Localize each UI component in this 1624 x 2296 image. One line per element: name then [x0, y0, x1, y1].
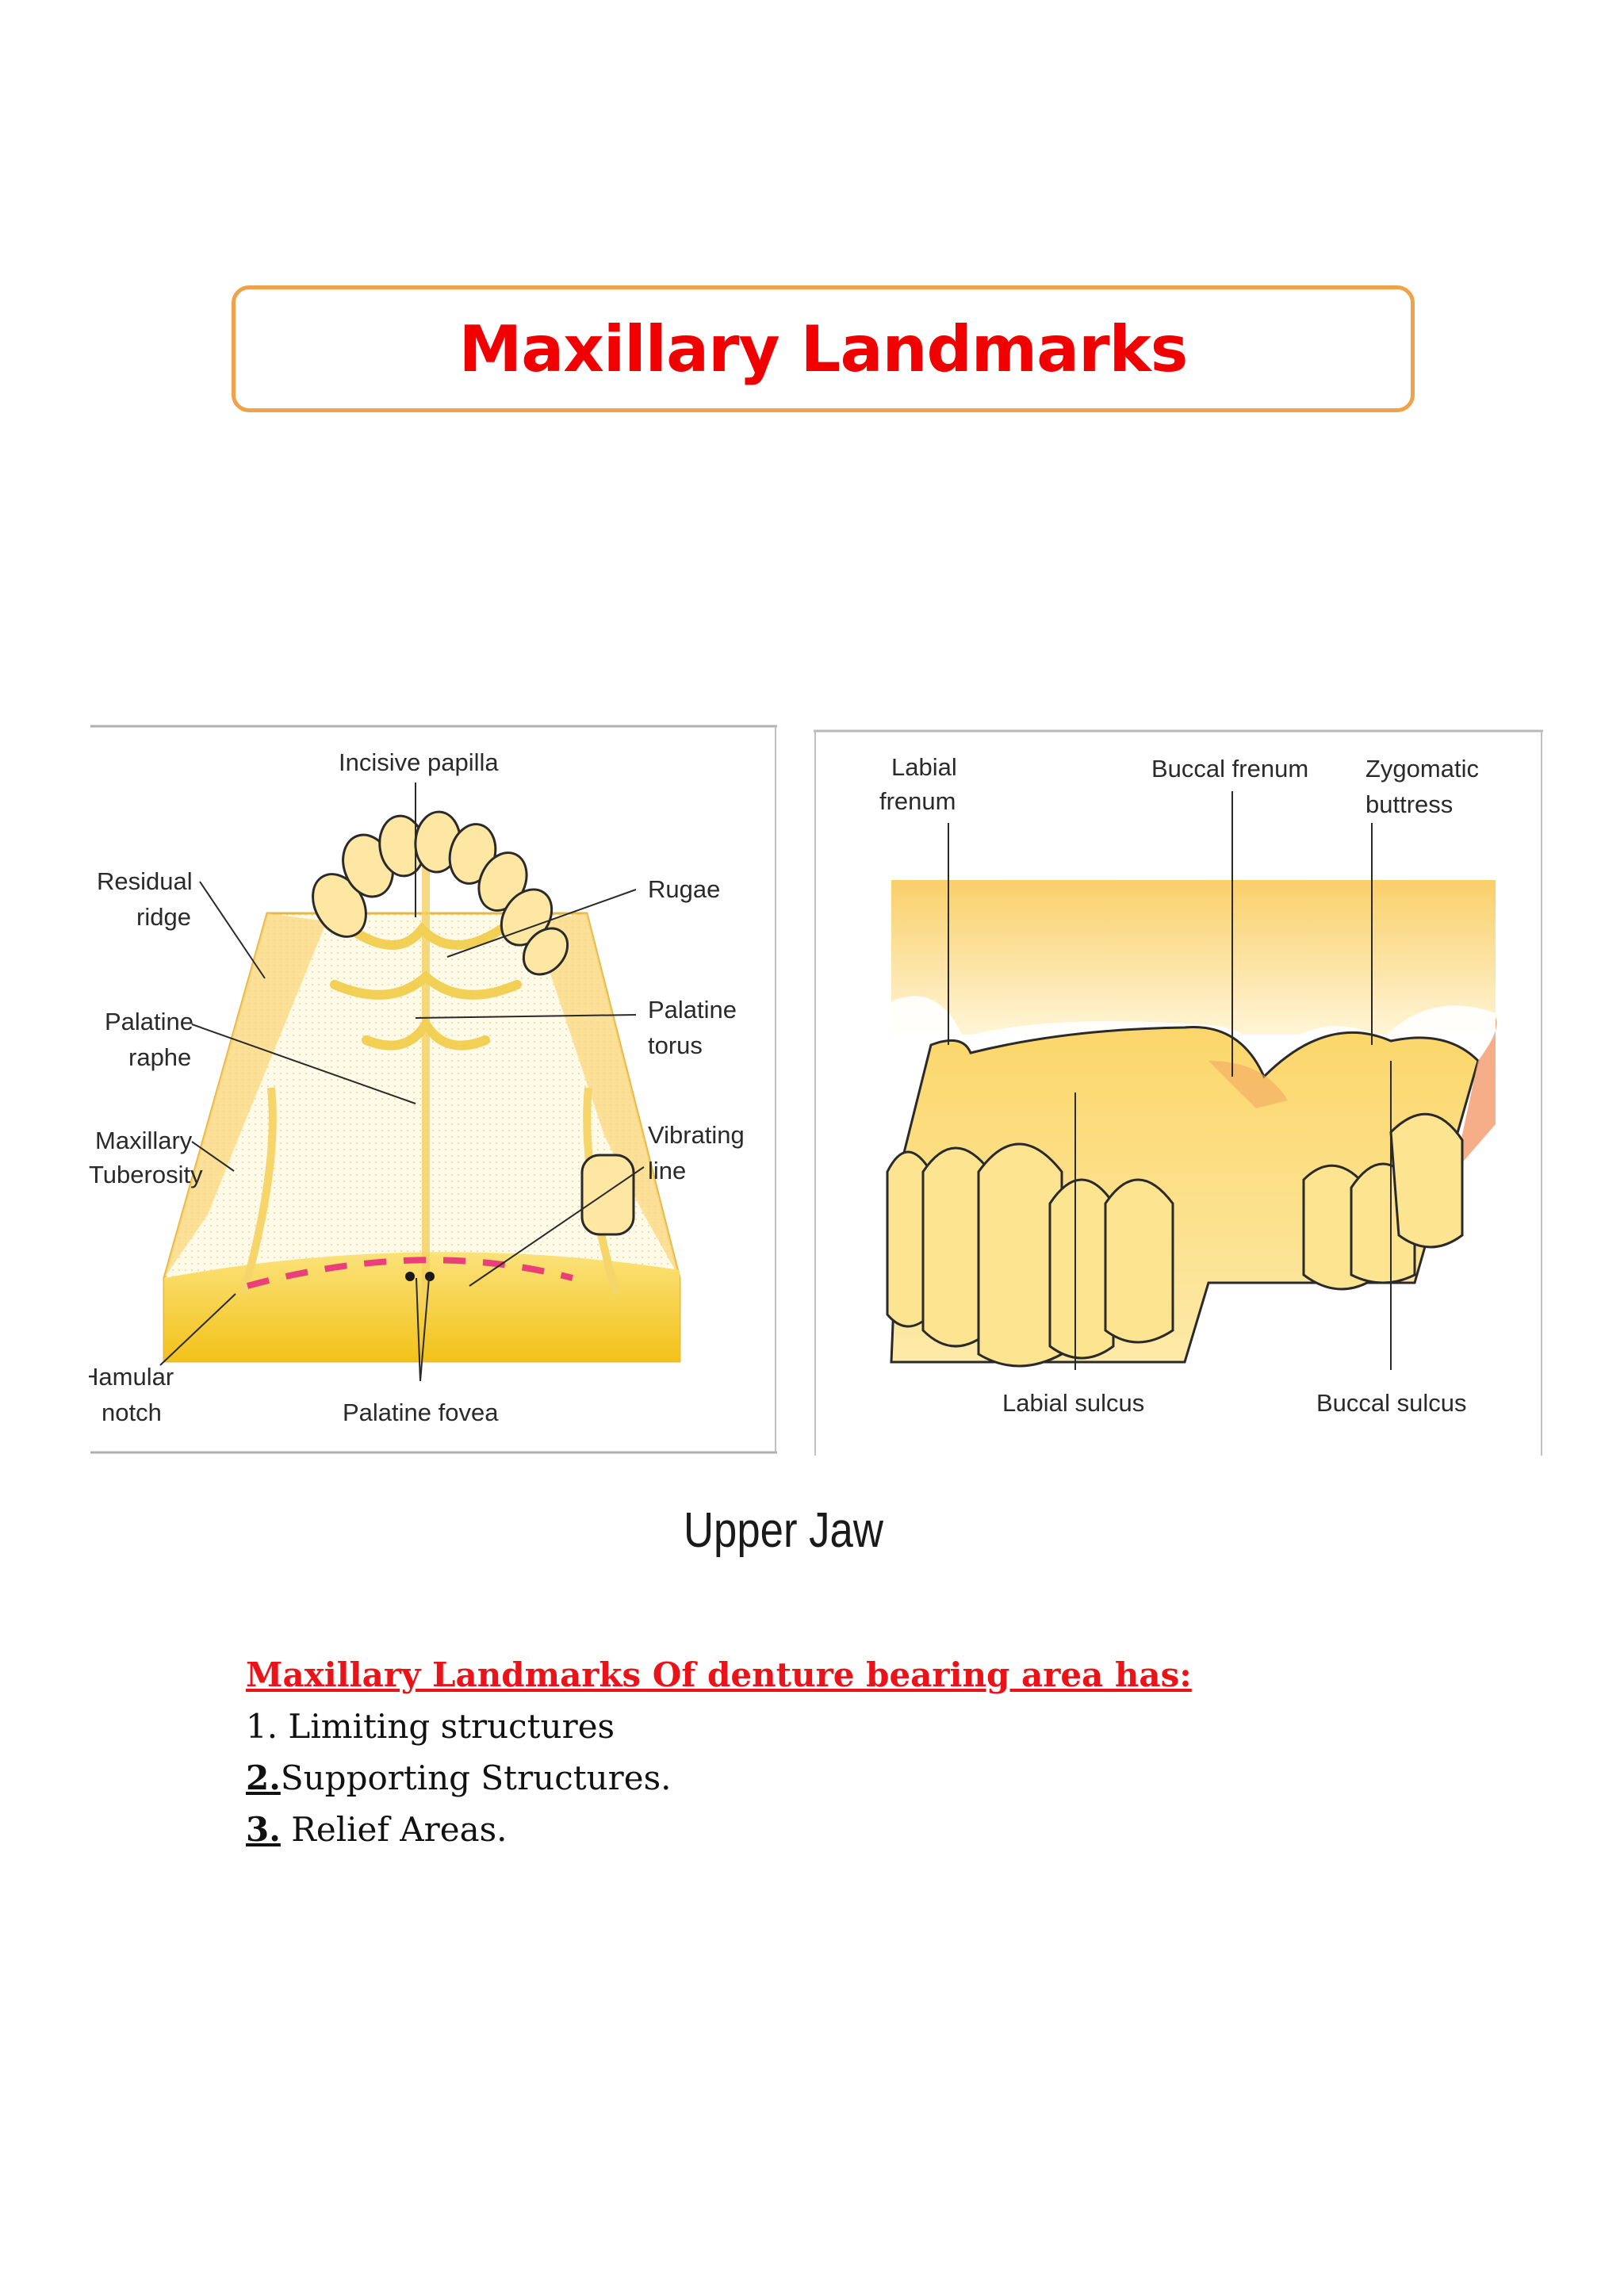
- label-palatine-raphe-2: raphe: [128, 1043, 192, 1071]
- maxilla-palatal-illustration: [89, 723, 779, 1456]
- label-vibrating-line-2: line: [648, 1157, 687, 1184]
- label-maxillary-tuberosity-1: Maxillary: [95, 1127, 193, 1154]
- label-hamular-notch-2: notch: [102, 1399, 162, 1426]
- label-palatine-fovea: Palatine fovea: [343, 1399, 499, 1426]
- list-item: 3. Relief Areas.: [246, 1810, 508, 1849]
- label-rugae: Rugae: [648, 875, 721, 903]
- label-palatine-raphe-1: Palatine: [105, 1008, 194, 1035]
- maxilla-buccal-illustration: [812, 728, 1545, 1457]
- label-labial-sulcus: Labial sulcus: [1002, 1389, 1145, 1417]
- label-incisive-papilla: Incisive papilla: [339, 748, 499, 776]
- label-zygomatic-buttress-2: buttress: [1365, 790, 1454, 818]
- label-buccal-sulcus: Buccal sulcus: [1316, 1389, 1467, 1417]
- label-palatine-torus-2: torus: [648, 1031, 703, 1059]
- label-vibrating-line-1: Vibrating: [648, 1121, 745, 1149]
- section-heading: Maxillary Landmarks Of denture bearing area has:: [246, 1655, 1192, 1694]
- label-maxillary-tuberosity-2: Tuberosity: [89, 1161, 203, 1188]
- maxilla-palatal-view-figure: [89, 723, 779, 1456]
- page-title: Maxillary Landmarks: [458, 312, 1188, 386]
- list-item: 1. Limiting structures: [246, 1707, 615, 1746]
- label-zygomatic-buttress-1: Zygomatic: [1365, 755, 1479, 783]
- label-residual-ridge-2: ridge: [136, 903, 191, 931]
- label-buccal-frenum: Buccal frenum: [1151, 755, 1309, 783]
- label-labial-frenum-2: frenum: [879, 787, 956, 815]
- body-text: [246, 1649, 1435, 1855]
- label-labial-frenum-1: Labial: [891, 753, 957, 781]
- label-hamular-notch-1: Hamular: [89, 1363, 174, 1391]
- label-residual-ridge-1: Residual: [97, 867, 193, 895]
- figure-caption: Upper Jaw: [684, 1503, 883, 1558]
- list-item: 2.Supporting Structures.: [246, 1758, 672, 1797]
- label-palatine-torus-1: Palatine: [648, 996, 737, 1024]
- maxilla-buccal-view-figure: [812, 728, 1545, 1457]
- title-box: [232, 285, 1415, 412]
